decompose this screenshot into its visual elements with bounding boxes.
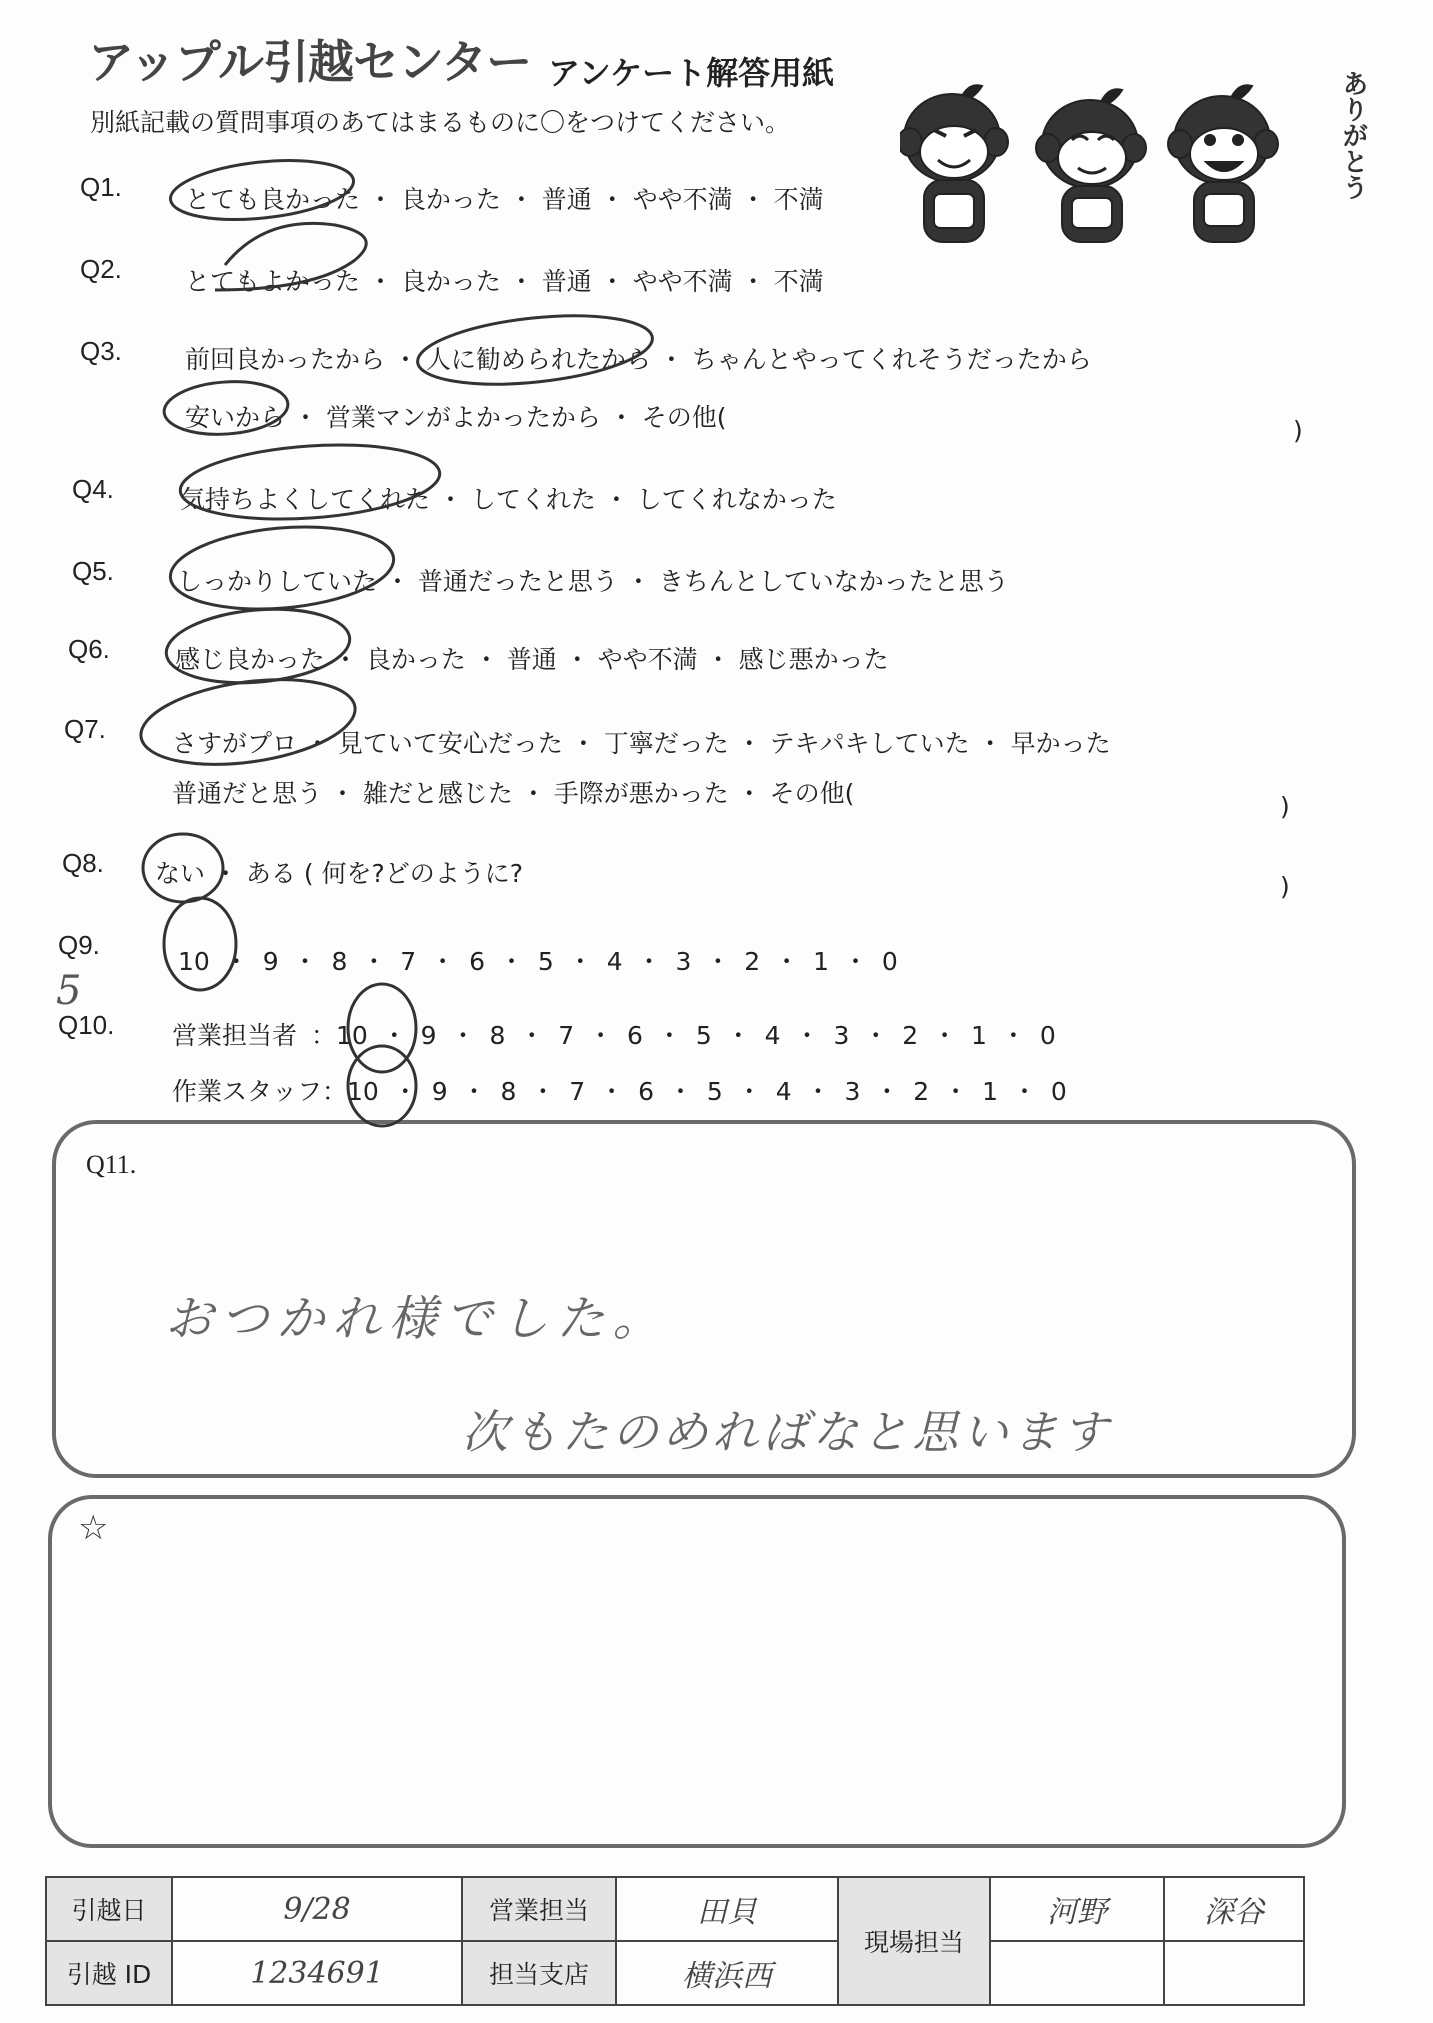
move-date-label: 引越日 bbox=[46, 1877, 172, 1941]
q8-close-paren: ) bbox=[1280, 872, 1290, 901]
q11-label: Q11. bbox=[86, 1150, 137, 1179]
move-id-value: 1234691 bbox=[172, 1941, 462, 2005]
site-staff-empty-2 bbox=[1164, 1941, 1304, 2005]
instruction-text: 別紙記載の質問事項のあてはまるものに〇をつけてください。 bbox=[90, 108, 791, 137]
q6-label: Q6. bbox=[68, 634, 110, 664]
q5-options: しっかりしていた ・ 普通だったと思う ・ きちんとしていなかったと思う bbox=[177, 567, 1009, 596]
site-staff-value-2: 深谷 bbox=[1164, 1877, 1304, 1941]
form-title: アンケート解答用紙 bbox=[548, 54, 835, 92]
q10-sales-scale: 営業担当者 ：10 ・ 9 ・ 8 ・ 7 ・ 6 ・ 5 ・ 4 ・ 3 ・ 2 ・ 1 ・ 0 bbox=[172, 1021, 1056, 1050]
site-staff-empty-1 bbox=[990, 1941, 1164, 2005]
q10-staff-scale: 作業スタッフ：10 ・ 9 ・ 8 ・ 7 ・ 6 ・ 5 ・ 4 ・ 3 ・ 2 ・ 1 ・ 0 bbox=[172, 1077, 1067, 1106]
q6-options: 感じ良かった ・ 良かった ・ 普通 ・ やや不満 ・ 感じ悪かった bbox=[175, 645, 889, 674]
monkey-mascot-icon bbox=[900, 60, 1360, 250]
branch-label: 担当支店 bbox=[462, 1941, 616, 2005]
q9-scale: 10 ・ 9 ・ 8 ・ 7 ・ 6 ・ 5 ・ 4 ・ 3 ・ 2 ・ 1 ・ 0 bbox=[178, 947, 898, 976]
q4-label: Q4. bbox=[72, 474, 114, 504]
q4-options: 気持ちよくしてくれた ・ してくれた ・ してくれなかった bbox=[180, 485, 837, 514]
footer-info-table bbox=[45, 1876, 1305, 2006]
site-staff-label: 現場担当 bbox=[838, 1877, 990, 2005]
move-id-label: 引越 ID bbox=[46, 1941, 172, 2005]
q7-label: Q7. bbox=[64, 714, 106, 744]
q10-label: Q10. bbox=[58, 1010, 115, 1040]
q7-options-line1: さすがプロ ・ 見ていて安心だった ・ 丁寧だった ・ テキパキしていた ・ 早かった bbox=[172, 729, 1111, 758]
q2-label: Q2. bbox=[80, 254, 122, 284]
q8-options: ない ・ ある ( 何を?どのように? bbox=[155, 859, 524, 888]
thanks-text: ありがとう bbox=[1338, 70, 1368, 200]
q3-close-paren: ) bbox=[1293, 416, 1303, 445]
q11-handwritten-line2: 次もたのめればなと思います bbox=[462, 1405, 1112, 1459]
q7-answer-circle bbox=[135, 667, 360, 776]
q5-label: Q5. bbox=[72, 556, 114, 586]
move-date-value: 9/28 bbox=[172, 1877, 462, 1941]
q2-options: とてもよかった ・ 良かった ・ 普通 ・ やや不満 ・ 不満 bbox=[185, 267, 824, 296]
star-icon: ☆ bbox=[78, 1508, 109, 1548]
brand-title: アップル引越センター bbox=[88, 35, 532, 89]
free-comment-box bbox=[48, 1495, 1346, 1848]
q7-options-line2: 普通だと思う ・ 雑だと感じた ・ 手際が悪かった ・ その他( bbox=[172, 779, 855, 808]
site-staff-value-1: 河野 bbox=[990, 1877, 1164, 1941]
q1-label: Q1. bbox=[80, 172, 122, 202]
q7-close-paren: ) bbox=[1280, 792, 1290, 821]
q3-label: Q3. bbox=[80, 336, 122, 366]
q8-label: Q8. bbox=[62, 848, 104, 878]
q9-margin-note: 5 bbox=[56, 968, 82, 1014]
q1-options: とても良かった ・ 良かった ・ 普通 ・ やや不満 ・ 不満 bbox=[185, 185, 824, 214]
sales-rep-label: 営業担当 bbox=[462, 1877, 616, 1941]
q11-handwritten-line1: おつかれ様でした。 bbox=[165, 1291, 669, 1347]
q3-options-line2: 安いから ・ 営業マンがよかったから ・ その他( bbox=[185, 403, 727, 432]
branch-value: 横浜西 bbox=[616, 1941, 838, 2005]
q9-label: Q9. bbox=[58, 930, 100, 960]
q3-options-line1: 前回良かったから ・ 人に勧められたから ・ ちゃんとやってくれそうだったから bbox=[185, 345, 1092, 374]
sales-rep-value: 田貝 bbox=[616, 1877, 838, 1941]
